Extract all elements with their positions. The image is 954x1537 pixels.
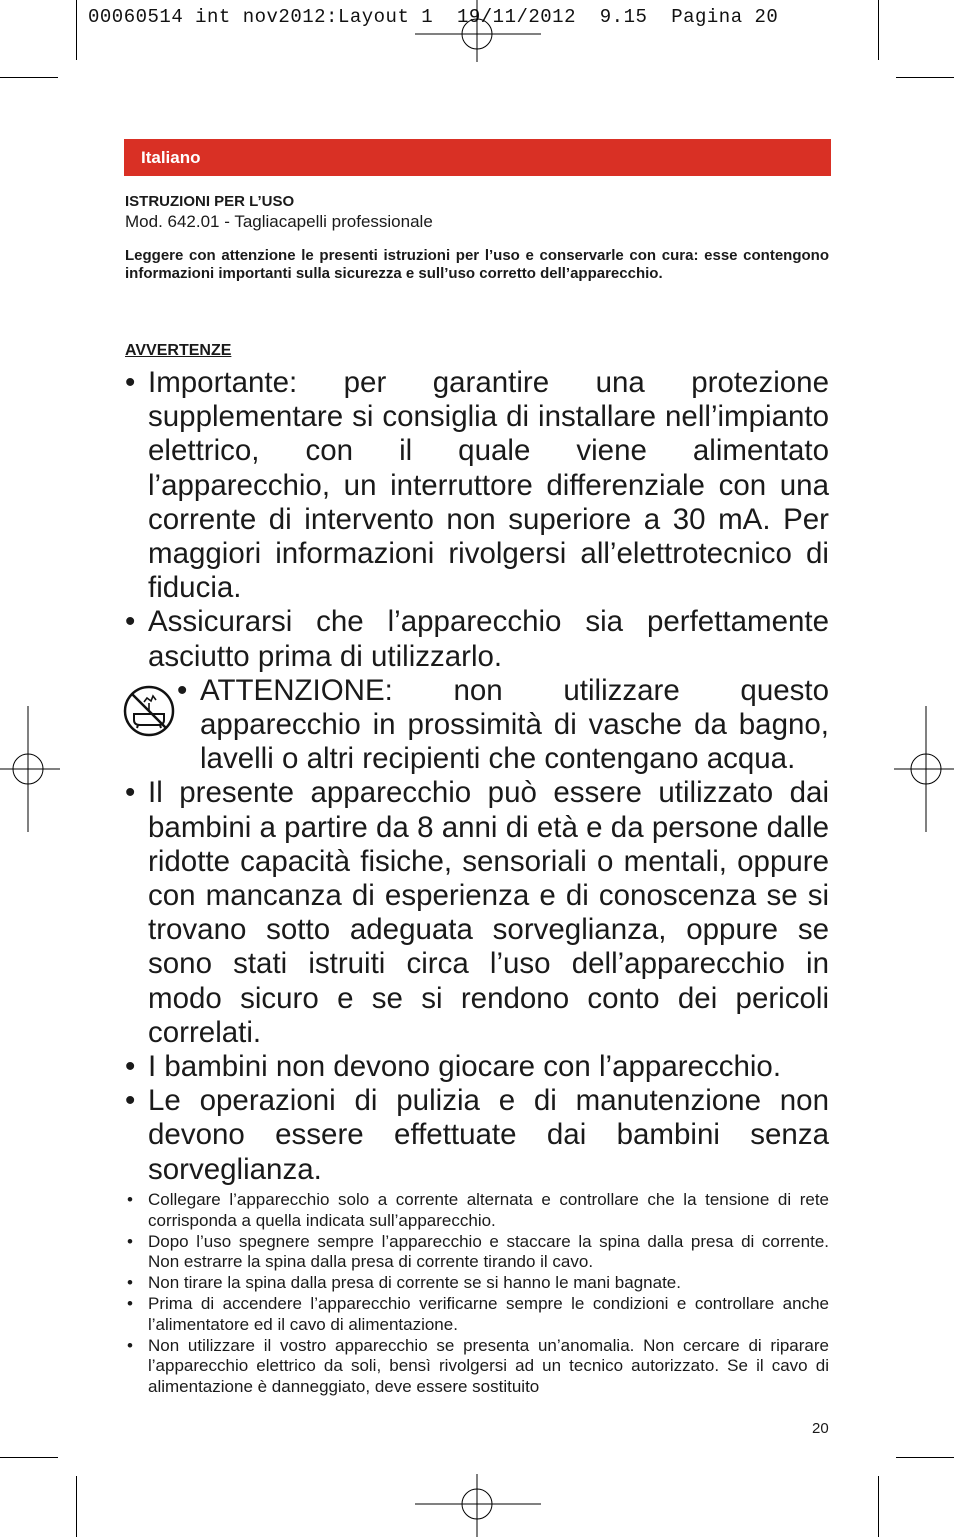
list-item-text: Le operazioni di pulizia e di manutenzione non devono essere effettuate dai bambini senza sorveglianza.: [148, 1084, 829, 1186]
crop-mark: [0, 77, 58, 78]
list-item-text: Collegare l’apparecchio solo a corrente alternata e controllare che la tensione di rete corrisponda a quella indicata sull’apparecchio.: [148, 1190, 829, 1230]
list-item: [125, 1336, 829, 1398]
registration-mark-icon: [415, 1474, 541, 1537]
list-item-text: Non tirare la spina dalla presa di corrente se si hanno le mani bagnate.: [148, 1273, 681, 1293]
crop-mark: [76, 1476, 77, 1537]
list-item: [125, 605, 829, 673]
printer-slug-line: 00060514 int nov2012:Layout 1 19/11/2012 9.15 Pagina 20: [88, 6, 779, 28]
registration-mark-icon: [894, 706, 954, 832]
page-number: 20: [812, 1420, 829, 1437]
list-item-text: Assicurarsi che l’apparecchio sia perfettamente asciutto prima di utilizzarlo.: [148, 605, 829, 673]
bullet: •: [127, 1190, 133, 1209]
bullet: •: [177, 673, 188, 707]
bullet: •: [127, 1335, 133, 1355]
warnings-large-list: [125, 366, 829, 1187]
crop-mark: [896, 1457, 954, 1458]
list-item: [125, 1190, 829, 1232]
bullet: •: [125, 1084, 136, 1118]
bullet: •: [127, 1231, 133, 1251]
crop-mark: [76, 0, 77, 60]
bullet: •: [125, 776, 136, 810]
list-item-text: ATTENZIONE: non utilizzare questo apparecchio in prossimità di vasche da bagno, lavelli o altri recipienti che contengano acqua.: [200, 673, 829, 776]
no-bathtub-icon: [122, 684, 176, 738]
warnings-heading: AVVERTENZE: [125, 342, 232, 359]
crop-mark: [878, 0, 879, 60]
bullet: •: [125, 366, 136, 399]
list-item: [125, 776, 829, 1050]
bullet: •: [127, 1273, 133, 1293]
list-item-text: Prima di accendere l’apparecchio verificarne sempre le condizioni e controllare anche l’alimentatore ed il cavo di alimentazione.: [148, 1293, 829, 1334]
intro-paragraph: Leggere con attenzione le presenti istruzioni per l’uso e conservarle con cura: esse contengono informazioni importanti sulla sicurezza e sull’uso corretto dell’apparecchio.: [125, 247, 829, 282]
list-item-text: Importante: per garantire una protezione supplementare si consiglia di installare nell’impianto elettrico, con il quale viene alimentato l’apparecchio, un interruttore differenziale con una corrente di intervento non superiore a 30 mA. Per maggiori informazioni rivolgersi all’elettrotecnico di fiducia.: [148, 366, 829, 605]
bullet: •: [125, 605, 136, 639]
crop-mark: [0, 1457, 58, 1458]
list-item-text: Non utilizzare il vostro apparecchio se presenta un’anomalia. Non cercare di riparare l’apparecchio elettrico da soli, bensì rivolgersi ad un tecnico autorizzato. Se il cavo di alimentazione è danneggiato, deve essere sostituito: [148, 1335, 829, 1397]
instructions-title: ISTRUZIONI PER L’USO: [125, 193, 295, 210]
model-line: Mod. 642.01 - Tagliacapelli professionale: [125, 212, 433, 231]
crop-mark: [896, 77, 954, 78]
list-item: [125, 674, 829, 777]
list-item-text: Il presente apparecchio può essere utilizzato dai bambini a partire da 8 anni di età e da persone dalle ridotte capacità fisiche, sensoriali o mentali, oppure con mancanza di esperienza e di conoscenza se si trovano sotto adeguata sorveglianza, oppure se sono stati istruiti circa l’uso dell’apparecchio in modo sicuro e se si rendono conto dei pericoli correlati.: [148, 776, 829, 1049]
list-item: [125, 1084, 829, 1187]
registration-mark-icon: [0, 706, 60, 832]
list-item: [125, 1232, 829, 1274]
list-item: [125, 1294, 829, 1336]
bullet: •: [127, 1293, 133, 1313]
bullet: •: [125, 1050, 136, 1084]
list-item-text: Dopo l’uso spegnere sempre l’apparecchio e staccare la spina dalla presa di corrente. Non estrarre la spina dalla presa di corrente tirando il cavo.: [148, 1231, 829, 1272]
list-item-text: I bambini non devono giocare con l’apparecchio.: [148, 1050, 782, 1084]
registration-mark-icon: [415, 0, 541, 62]
list-item: [125, 1050, 829, 1084]
warnings-small-list: [125, 1190, 829, 1398]
list-item: [125, 1273, 829, 1294]
list-item: [125, 366, 829, 605]
crop-mark: [878, 1476, 879, 1537]
language-header-bar: Italiano: [124, 139, 831, 176]
